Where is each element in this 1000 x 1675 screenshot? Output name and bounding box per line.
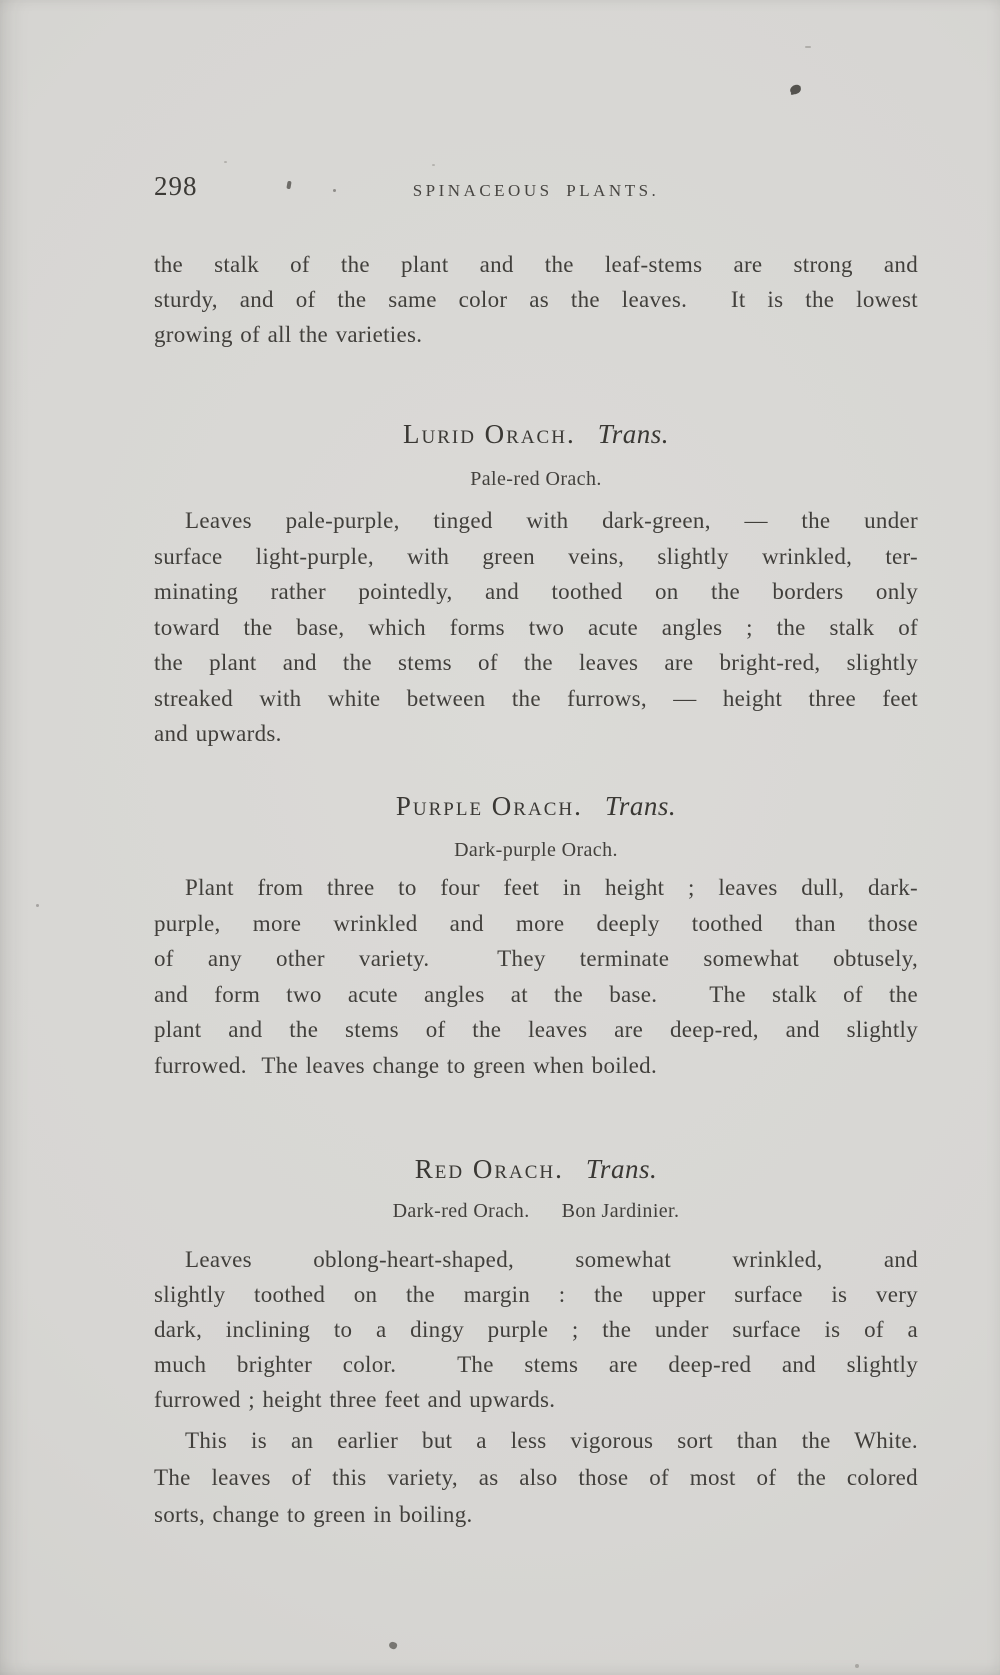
text-line: of any other variety. They terminate somewhat obtusely, [154,946,918,971]
section-heading-lurid-orach [154,417,918,451]
text-line: slightly toothed on the margin : the upper surface is very [154,1282,918,1307]
ink-blot [789,84,802,95]
text-line: Leaves pale-purple, tinged with dark-green, — the under [185,508,918,533]
ink-speck [805,46,811,48]
section-heading-red-orach [154,1152,918,1186]
ink-speck [388,1641,398,1650]
section-paragraph [154,1242,918,1417]
text-line: minating rather pointedly, and toothed on the borders only [154,579,918,604]
synonym: Dark-purple Orach. [454,839,618,861]
text-line: dark, inclining to a dingy purple ; the under surface is of a [154,1317,918,1342]
section-source: Trans. [585,1154,658,1184]
text-line: furrowed ; height three feet and upwards. [154,1387,556,1412]
text-line: furrowed. The leaves change to green when boiled. [154,1052,658,1078]
text-line: growing of all the varieties. [154,322,423,347]
text-line: Plant from three to four feet in height ; leaves dull, dark- [185,875,918,900]
section-name: Red Orach. [414,1154,564,1184]
ink-speck [432,164,435,166]
synonym: Dark-red Orach. [392,1200,530,1222]
section-paragraph [154,870,918,1083]
text-line: streaked with white between the furrows, — height three feet [154,685,918,711]
text-line: and upwards. [154,721,282,746]
section-paragraph [154,503,918,752]
text-line: The leaves of this variety, as also those of most of the colored [154,1465,918,1490]
text-line: sturdy, and of the same color as the leaves. It is the lowest [154,287,918,312]
running-title: SPINACEOUS PLANTS. [412,181,660,200]
text-line: and form two acute angles at the base. The stalk of the [154,981,918,1007]
text-line: toward the base, which forms two acute angles ; the stalk of [154,614,918,640]
text-line: much brighter color. The stems are deep-red and slightly [154,1352,918,1377]
ink-speck [36,904,39,907]
text-line: plant and the stems of the leaves are deep-red, and slightly [154,1017,918,1042]
synonym-line [154,1198,918,1224]
section-paragraph [154,1422,918,1533]
text-line: surface light-purple, with green veins, slightly wrinkled, ter- [154,543,918,569]
ink-speck [855,1664,859,1668]
synonym-line [154,466,918,492]
synonym: Bon Jardinier. [561,1200,680,1222]
text-line: the plant and the stems of the leaves are bright-red, slightly [154,650,918,675]
synonym-line [154,837,918,863]
text-line: sorts, change to green in boiling. [154,1502,473,1527]
text-line: This is an earlier but a less vigorous sort than the White. [185,1428,918,1453]
text-line: the stalk of the plant and the leaf-stems are strong and [154,252,918,277]
synonym: Pale-red Orach. [470,468,602,490]
section-source: Trans. [604,791,677,821]
section-source: Trans. [597,419,670,449]
ink-speck [224,161,227,163]
section-name: Lurid Orach. [402,419,576,449]
ink-speck [333,189,336,192]
section-name: Purple Orach. [395,791,583,821]
text-line: purple, more wrinkled and more deeply toothed than those [154,910,918,936]
intro-paragraph [154,247,918,352]
section-heading-purple-orach [154,789,918,823]
page-number: 298 [154,171,198,201]
text-line: Leaves oblong-heart-shaped, somewhat wrinkled, and [185,1247,918,1272]
